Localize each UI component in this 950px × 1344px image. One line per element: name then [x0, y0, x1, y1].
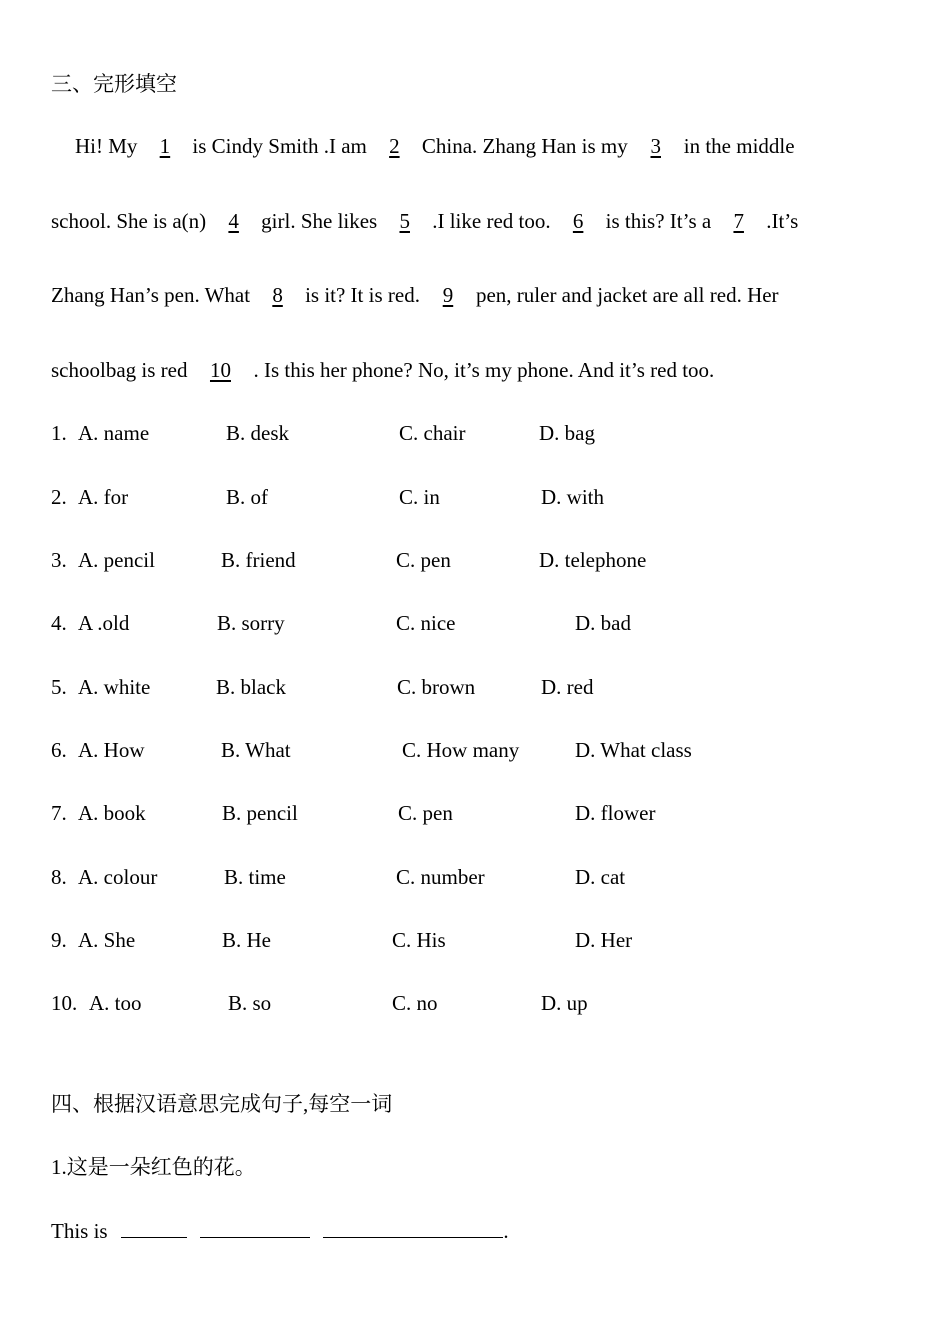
passage-line-1: Hi! My 1 is Cindy Smith .I am 2 China. Zhang Han is my 3 in the middle	[75, 134, 795, 158]
option-b[interactable]: B. black	[216, 675, 286, 699]
question-number: 5.	[51, 675, 67, 699]
option-b[interactable]: B. pencil	[222, 801, 298, 825]
option-d[interactable]: D. up	[541, 991, 588, 1015]
blank-1[interactable]: 1	[159, 134, 171, 158]
option-c[interactable]: C. number	[396, 865, 485, 889]
blank-7[interactable]: 7	[733, 209, 744, 233]
option-b[interactable]: B. friend	[221, 548, 296, 572]
question-number: 2.	[51, 485, 67, 509]
option-b[interactable]: B. time	[224, 865, 286, 889]
passage-line-3: Zhang Han’s pen. What 8 is it? It is red. 9 pen, ruler and jacket are all red. Her	[51, 283, 779, 307]
section-4-question-1-chinese: 1.这是一朵红色的花。	[51, 1155, 256, 1179]
option-c[interactable]: C. How many	[402, 738, 520, 762]
option-d[interactable]: D. Her	[575, 928, 633, 952]
option-b[interactable]: B. What	[221, 738, 291, 762]
section-4-question-1-sentence	[51, 1218, 509, 1244]
option-a[interactable]: A. too	[89, 991, 142, 1015]
option-a[interactable]: A. for	[78, 485, 129, 509]
sentence-prefix: This is	[51, 1219, 108, 1243]
option-b[interactable]: B. sorry	[217, 611, 285, 635]
blank-3[interactable]: 3	[650, 134, 661, 158]
blank-2[interactable]: 2	[389, 134, 400, 158]
blank-10[interactable]: 10	[209, 358, 231, 382]
section-4-title: 四、根据汉语意思完成句子,每空一词	[51, 1092, 393, 1116]
section-3-title: 三、完形填空	[51, 72, 177, 96]
passage-line-2: school. She is a(n) 4 girl. She likes 5 .I like red too. 6 is this? It’s a 7 .It’s	[51, 209, 799, 233]
blank-6[interactable]: 6	[572, 209, 584, 233]
blank-4[interactable]: 4	[228, 209, 239, 233]
question-number: 7.	[51, 801, 67, 825]
option-d[interactable]: D. telephone	[539, 548, 647, 572]
option-a[interactable]: A. pencil	[78, 548, 155, 572]
option-c[interactable]: C. pen	[396, 548, 451, 572]
question-number: 10.	[51, 991, 78, 1015]
answer-blank-3[interactable]	[323, 1219, 503, 1238]
option-c[interactable]: C. no	[392, 991, 438, 1015]
option-c[interactable]: C. pen	[398, 801, 453, 825]
option-c[interactable]: C. in	[399, 485, 440, 509]
option-a[interactable]: A. colour	[78, 865, 158, 889]
question-number: 1.	[51, 421, 67, 445]
option-a[interactable]: A. white	[78, 675, 151, 699]
option-c[interactable]: C. His	[392, 928, 446, 952]
option-d[interactable]: D. flower	[575, 801, 656, 825]
option-a[interactable]: A. name	[78, 421, 150, 445]
passage-line-4: schoolbag is red 10 . Is this her phone? No, it’s my phone. And it’s red too.	[51, 358, 715, 382]
option-d[interactable]: D. bad	[575, 611, 631, 635]
option-a[interactable]: A .old	[78, 611, 130, 635]
question-number: 8.	[51, 865, 67, 889]
option-d[interactable]: D. What class	[575, 738, 692, 762]
option-a[interactable]: A. How	[78, 738, 145, 762]
option-c[interactable]: C. nice	[396, 611, 456, 635]
option-d[interactable]: D. bag	[539, 421, 595, 445]
option-d[interactable]: D. with	[541, 485, 604, 509]
answer-blank-2[interactable]	[200, 1219, 310, 1238]
option-d[interactable]: D. cat	[575, 865, 626, 889]
question-number: 4.	[51, 611, 67, 635]
question-number: 9.	[51, 928, 67, 952]
question-number: 6.	[51, 738, 67, 762]
blank-8[interactable]: 8	[272, 283, 283, 307]
question-number: 3.	[51, 548, 67, 572]
answer-blank-1[interactable]	[121, 1219, 187, 1238]
option-a[interactable]: A. book	[78, 801, 146, 825]
option-b[interactable]: B. of	[226, 485, 268, 509]
option-a[interactable]: A. She	[78, 928, 136, 952]
option-c[interactable]: C. chair	[399, 421, 466, 445]
option-b[interactable]: B. desk	[226, 421, 289, 445]
blank-5[interactable]: 5	[399, 209, 410, 233]
sentence-suffix: .	[503, 1219, 509, 1243]
option-b[interactable]: B. so	[228, 991, 272, 1015]
blank-9[interactable]: 9	[442, 283, 454, 307]
option-c[interactable]: C. brown	[397, 675, 476, 699]
option-b[interactable]: B. He	[222, 928, 271, 952]
option-d[interactable]: D. red	[541, 675, 594, 699]
